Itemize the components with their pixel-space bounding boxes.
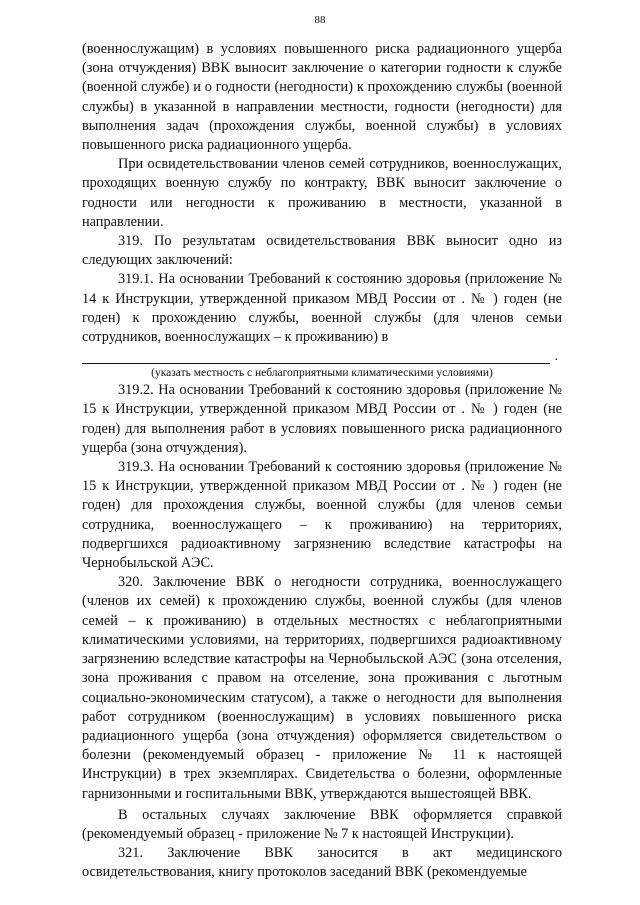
paragraph-321: 321. Заключение ВВК заносится в акт медицинского освидетельствования, книгу протоколов заседаний ВВК (рекомендуемые: [82, 845, 562, 881]
blank-line-period: .: [554, 349, 558, 365]
paragraph-319-2: 319.2. На основании Требований к состоянию здоровья (приложение № 15 к Инструкции, утвержденной приказом МВД России от . № ) годен (не годен) для выполнения работ в условиях повышенного риска радиационного ущерба (зона отчуждения).: [82, 382, 562, 456]
paragraph-other-cases: В остальных случаях заключение ВВК оформляется справкой (рекомендуемый образец - приложение № 7 к настоящей Инструкции).: [82, 806, 562, 842]
fill-in-blank-line: [82, 349, 558, 365]
blank-caption: (указать местность с неблагоприятными климатическими условиями): [151, 367, 493, 380]
document-body: [82, 40, 562, 883]
paragraph-320: 320. Заключение ВВК о негодности сотрудника, военнослужащего (членов их семей) к прохождению службы, военной службы (для членов семей – к проживанию) в отдельных местностях с неблагоприятными климатическими условиями, на территориях, подвергшихся радиоактивному загрязнению вследствие катастрофы на Чернобыльской АЭС (зона отселения, зона проживания с правом на отселение, зона проживания с льготным социально-экономическим статусом), а также о негодности для выполнения работ сотрудником (военнослужащим) в условиях повышенного риска радиационного ущерба (зона отчуждения) оформляется свидетельством о болезни (рекомендуемый образец - приложение № 11 к настоящей Инструкции) в трех экземплярах. Свидетельства о болезни, оформленные гарнизонными и госпитальными ВВК, утверждаются вышестоящей ВВК.: [82, 574, 562, 802]
page-number: 88: [314, 14, 326, 26]
paragraph-319-3: 319.3. На основании Требований к состоянию здоровья (приложение № 15 к Инструкции, утвержденной приказом МВД России от . № ) годен (не годен) для прохождения службы, военной службы (для членов семьи сотрудника, военнослужащего – к проживанию) на территориях, подвергшихся радиоактивному загрязнению вследствие катастрофы на Чернобыльской АЭС.: [82, 459, 562, 572]
paragraph-319-1: 319.1. На основании Требований к состоянию здоровья (приложение № 14 к Инструкции, утвержденной приказом МВД России от . № ) годен (не годен) к прохождению службы, военной службы (для членов семьи сотрудников, военнослужащих – к проживанию) в: [82, 271, 562, 346]
paragraph-continuation: (военнослужащим) в условиях повышенного риска радиационного ущерба (зона отчуждения) ВВК выносит заключение о категории годности к службе (военной службе) и о годности (негодности) к прохождению службы (военной службы) в указанной в направлении местности, годности (негодности) для выполнения задач (прохождения службы, военной службы) в условиях повышенного риска радиационного ущерба.: [82, 41, 562, 154]
paragraph-319: 319. По результатам освидетельствования ВВК выносит одно из следующих заключений:: [82, 233, 562, 269]
paragraph-family-members: При освидетельствовании членов семей сотрудников, военнослужащих, проходящих военную службу по контракту, ВВК выносит заключение о годности или негодности к проживанию в местности, указанной в направлении.: [82, 156, 562, 230]
